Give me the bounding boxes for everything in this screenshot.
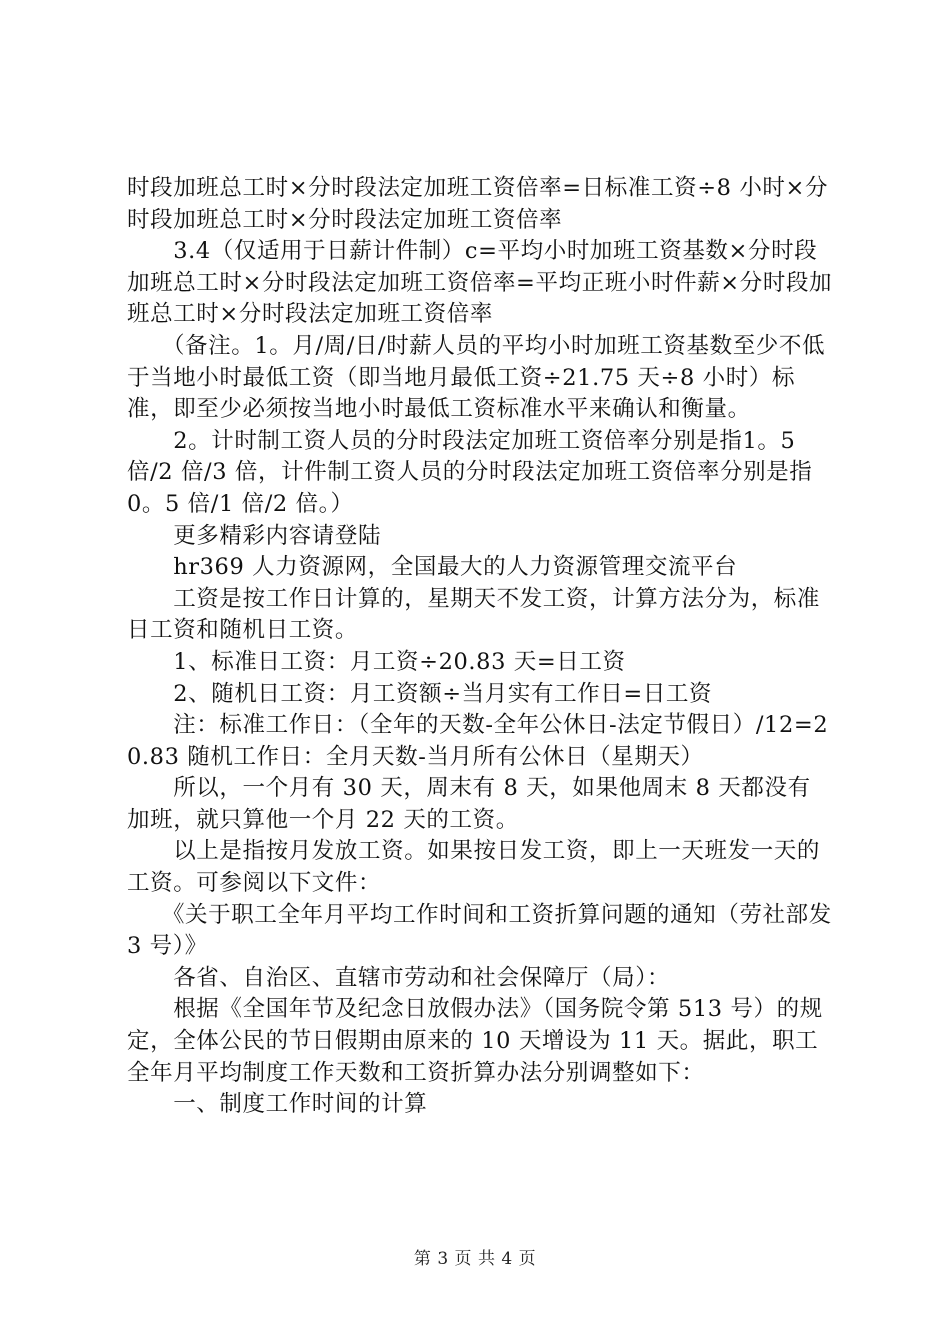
page-footer [0, 1244, 950, 1269]
paragraph-3-4-daily-piece-rate: 3.4（仅适用于日薪计件制）c=平均小时加班工资基数×分时段加班总工时×分时段法定加班工资倍率=平均正班小时件薪×分时段加班总工时×分时段法定加班工资倍率 [127, 238, 833, 328]
paragraph-daily-payment: 以上是指按月发放工资。如果按日发工资，即上一天班发一天的工资。可参阅以下文件： [127, 838, 821, 897]
paragraph-random-daily-wage: 2、随机日工资：月工资额÷当月实有工作日=日工资 [127, 680, 713, 707]
page-number: 第 3 页 共 4 页 [413, 1249, 537, 1269]
paragraph-overtime-formula-continued: 时段加班总工时×分时段法定加班工资倍率=日标准工资÷8 小时×分时段加班总工时×分时段法定加班工资倍率 [127, 175, 829, 233]
paragraph-wage-calculation-intro: 工资是按工作日计算的，星期天不发工资，计算方法分为，标准日工资和随机日工资。 [127, 585, 821, 644]
paragraph-notice-basis: 根据《全国年节及纪念日放假办法》（国务院令第 513 号）的规定，全体公民的节日假期由原来的 10 天增设为 11 天。据此，职工全年月平均制度工作天数和工资折算办法分别调整如下： [127, 996, 823, 1086]
paragraph-more-content: 更多精彩内容请登陆 [127, 522, 382, 549]
paragraph-notice-addressee: 各省、自治区、直辖市劳动和社会保障厅（局）： [127, 964, 671, 991]
paragraph-working-day-note: 注：标准工作日：（全年的天数-全年公休日-法定节假日）/12=20.83 随机工作日：全月天数-当月所有公休日（星期天） [127, 712, 829, 770]
paragraph-section-one-heading: 一、制度工作时间的计算 [127, 1091, 428, 1118]
document-body [127, 173, 840, 1121]
paragraph-monthly-example: 所以，一个月有 30 天，周末有 8 天，如果他周末 8 天都没有加班，就只算他一个月 22 天的工资。 [127, 775, 811, 833]
paragraph-notice-title: 《关于职工全年月平均工作时间和工资折算问题的通知（劳社部发 3 号）》 [127, 901, 840, 960]
paragraph-hr369-site: hr369 人力资源网，全国最大的人力资源管理交流平台 [127, 554, 738, 581]
paragraph-standard-daily-wage: 1、标准日工资：月工资÷20.83 天=日工资 [127, 648, 626, 675]
paragraph-remark-2: 2。计时制工资人员的分时段法定加班工资倍率分别是指1。5 倍/2 倍/3 倍，计件制工资人员的分时段法定加班工资倍率分别是指 0。5 倍/1 倍/2 倍。） [127, 427, 821, 517]
paragraph-remark-1: （备注。1。月/周/日/时薪人员的平均小时加班工资基数至少不低于当地小时最低工资（即当地月最低工资÷21.75 天÷8 小时）标准，即至少必须按当地小时最低工资标准水平来确认和衡量。 [127, 332, 826, 423]
